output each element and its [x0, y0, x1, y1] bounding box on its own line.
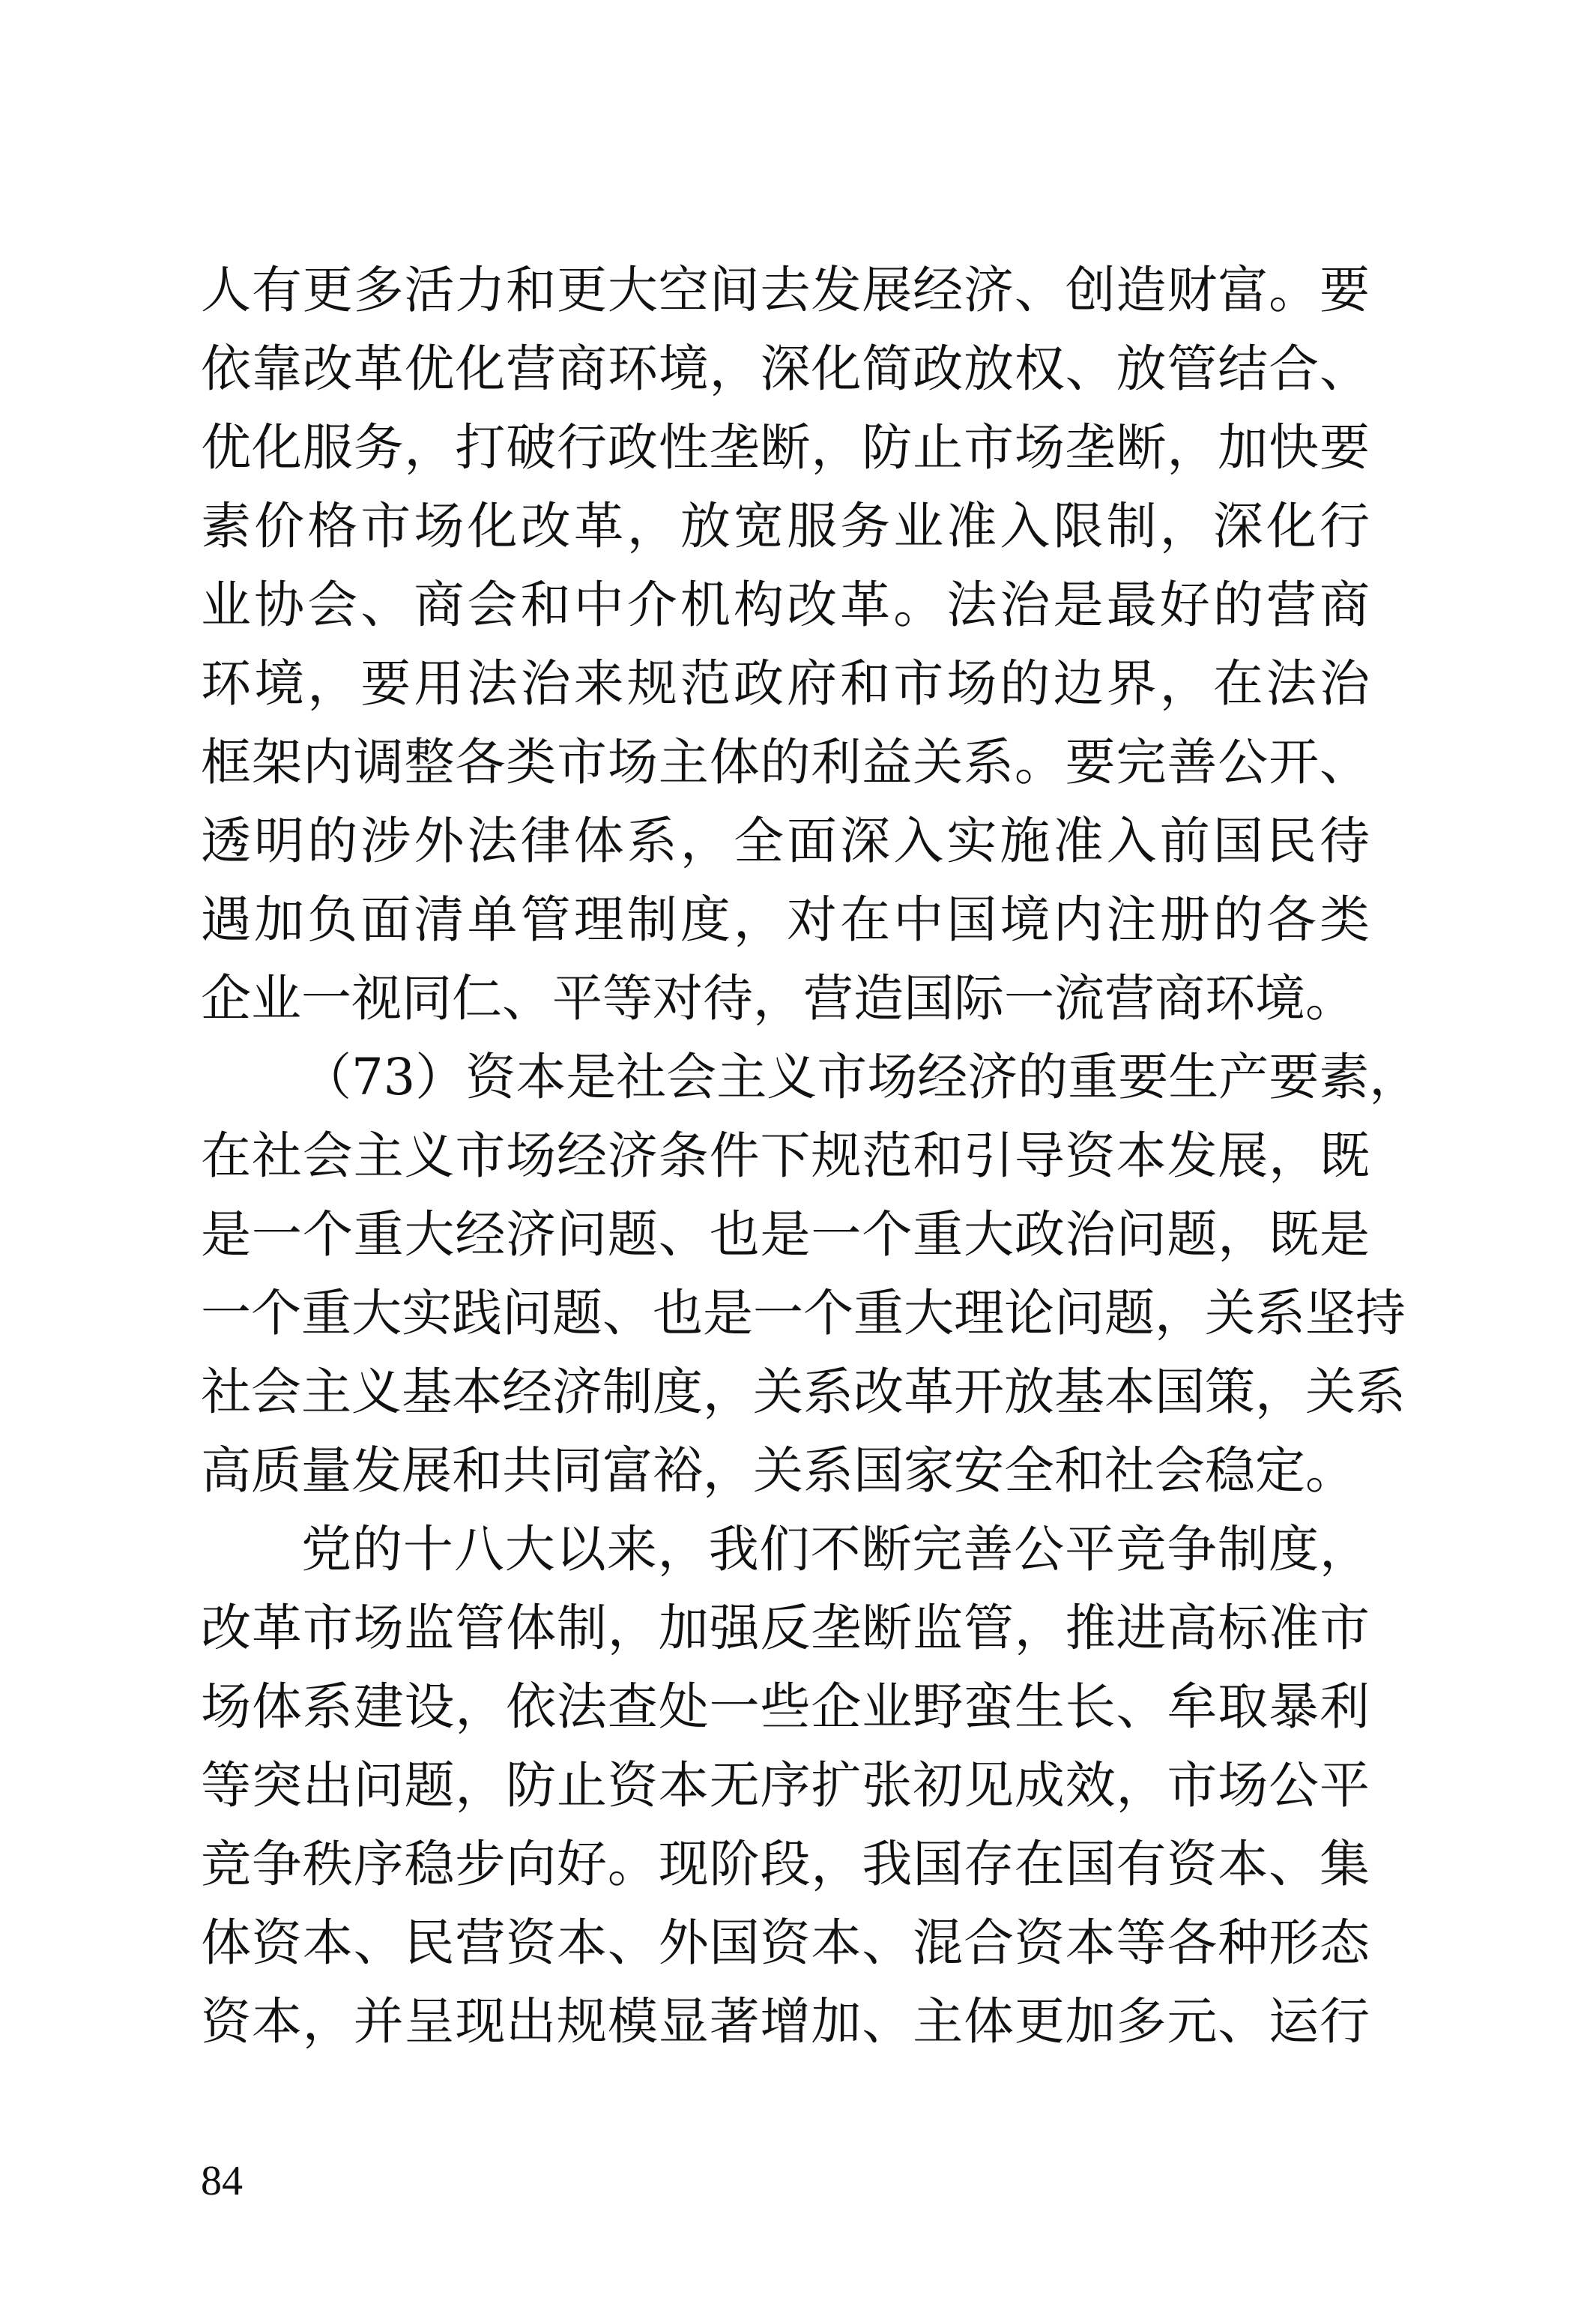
text-line: 场体系建设，依法查处一些企业野蛮生长、牟取暴利: [201, 1677, 1370, 1736]
text-line: 素价格市场化改革，放宽服务业准入限制，深化行: [201, 497, 1370, 555]
text-line: 依靠改革优化营商环境，深化简政放权、放管结合、: [201, 340, 1370, 398]
text-line: 透明的涉外法律体系，全面深入实施准入前国民待: [201, 812, 1370, 870]
body-text: [201, 251, 1420, 2061]
text-line: 一个重大实践问题、也是一个重大理论问题，关系坚持: [201, 1284, 1406, 1342]
text-line: 体资本、民营资本、外国资本、混合资本等各种形态: [201, 1914, 1370, 1972]
text-line: 竞争秩序稳步向好。现阶段，我国存在国有资本、集: [201, 1835, 1370, 1893]
text-line: 是一个重大经济问题、也是一个重大政治问题，既是: [201, 1205, 1370, 1264]
text-line: 优化服务，打破行政性垄断，防止市场垄断，加快要: [201, 418, 1370, 477]
text-line: 遇加负面清单管理制度，对在中国境内注册的各类: [201, 890, 1370, 949]
paragraph-first-line: （73）资本是社会主义市场经济的重要生产要素，: [301, 1048, 1420, 1106]
text-line: 环境，要用法治来规范政府和市场的边界，在法治: [201, 654, 1370, 713]
page-number: 84: [201, 2158, 243, 2204]
text-line: 框架内调整各类市场主体的利益关系。要完善公开、: [201, 733, 1370, 791]
text-line: 人有更多活力和更大空间去发展经济、创造财富。要: [201, 261, 1370, 319]
text-line: 在社会主义市场经济条件下规范和引导资本发展，既: [201, 1127, 1370, 1185]
text-line: 企业一视同仁、平等对待，营造国际一流营商环境。: [201, 969, 1355, 1028]
text-line: 业协会、商会和中介机构改革。法治是最好的营商: [201, 576, 1370, 634]
paragraph-first-line: 党的十八大以来，我们不断完善公平竞争制度，: [301, 1520, 1370, 1578]
text-line: 资本，并呈现出规模显著增加、主体更加多元、运行: [201, 1992, 1370, 2051]
text-line: 社会主义基本经济制度，关系改革开放基本国策，关系: [201, 1363, 1406, 1421]
text-line: 等突出问题，防止资本无序扩张初见成效，市场公平: [201, 1756, 1370, 1815]
text-line: 改革市场监管体制，加强反垄断监管，推进高标准市: [201, 1599, 1370, 1657]
text-line: 高质量发展和共同富裕，关系国家安全和社会稳定。: [201, 1441, 1355, 1500]
